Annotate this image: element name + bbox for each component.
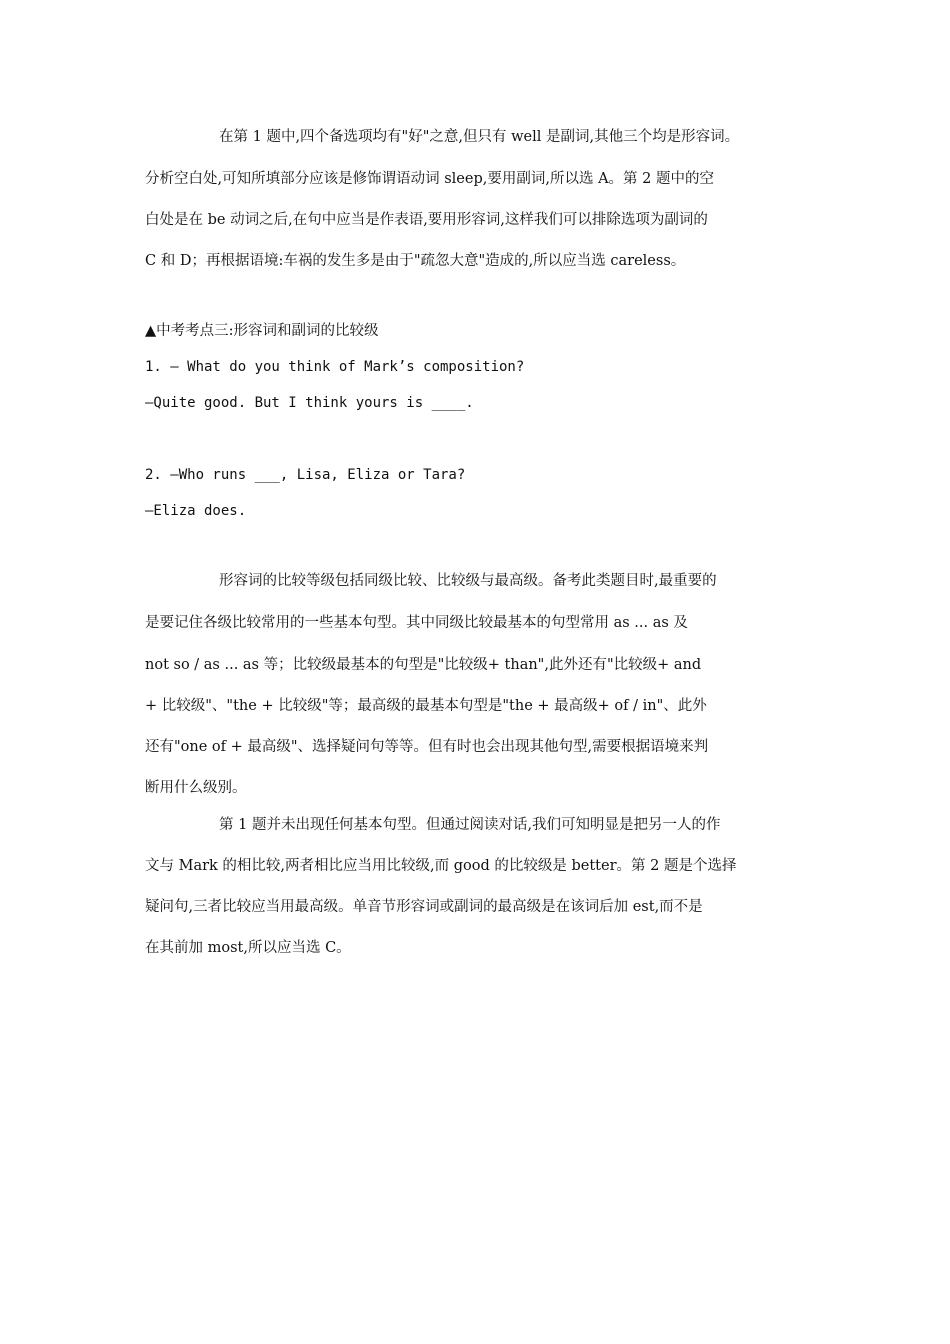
para3-line-2: 文与 Mark 的相比较,两者相比应当用比较级,而 good 的比较级是 better。第 2 题是个选择 — [145, 858, 737, 874]
para2-line-5: 还有"one of + 最高级"、选择疑问句等等。但有时也会出现其他句型,需要根据语境来判 — [145, 739, 709, 755]
para1-line-3: 白处是在 be 动词之后,在句中应当是作表语,要用形容词,这样我们可以排除选项为副词的 — [145, 212, 708, 228]
para2-line-1: 形容词的比较等级包括同级比较、比较级与最高级。备考此类题目时,最重要的 — [219, 573, 717, 589]
para2-line-6: 断用什么级别。 — [145, 780, 247, 796]
para2-line-4: + 比较级"、"the + 比较级"等；最高级的最基本句型是"the + 最高级+ of / in"、此外 — [145, 698, 707, 714]
para2-line-3: not so / as ... as 等；比较级最基本的句型是"比较级+ than",此外还有"比较级+ and — [145, 657, 702, 673]
q2-question: 2. —Who runs ___, Lisa, Eliza or Tara? — [145, 467, 466, 483]
para3-line-4: 在其前加 most,所以应当选 C。 — [145, 940, 351, 956]
para2-line-2: 是要记住各级比较常用的一些基本句型。其中同级比较最基本的句型常用 as ... as 及 — [145, 615, 688, 631]
q1-question: 1. — What do you think of Mark’s composition? — [145, 359, 525, 375]
q2-answer-line: —Eliza does. — [145, 503, 247, 519]
para3-line-3: 疑问句,三者比较应当用最高级。单音节形容词或副词的最高级是在该词后加 est,而不是 — [145, 899, 703, 915]
para1-line-1: 在第 1 题中,四个备选项均有"好"之意,但只有 well 是副词,其他三个均是形容词。 — [219, 129, 740, 145]
para3-line-1: 第 1 题并未出现任何基本句型。但通过阅读对话,我们可知明显是把另一人的作 — [219, 817, 721, 833]
para1-line-2: 分析空白处,可知所填部分应该是修饰谓语动词 sleep,要用副词,所以选 A。第 2 题中的空 — [145, 171, 714, 187]
para1-line-4: C 和 D；再根据语境:车祸的发生多是由于"疏忽大意"造成的,所以应当选 careless。 — [145, 253, 686, 269]
q1-answer-line: —Quite good. But I think yours is ____. — [145, 395, 474, 411]
section-heading: ▲中考考点三:形容词和副词的比较级 — [145, 323, 379, 339]
